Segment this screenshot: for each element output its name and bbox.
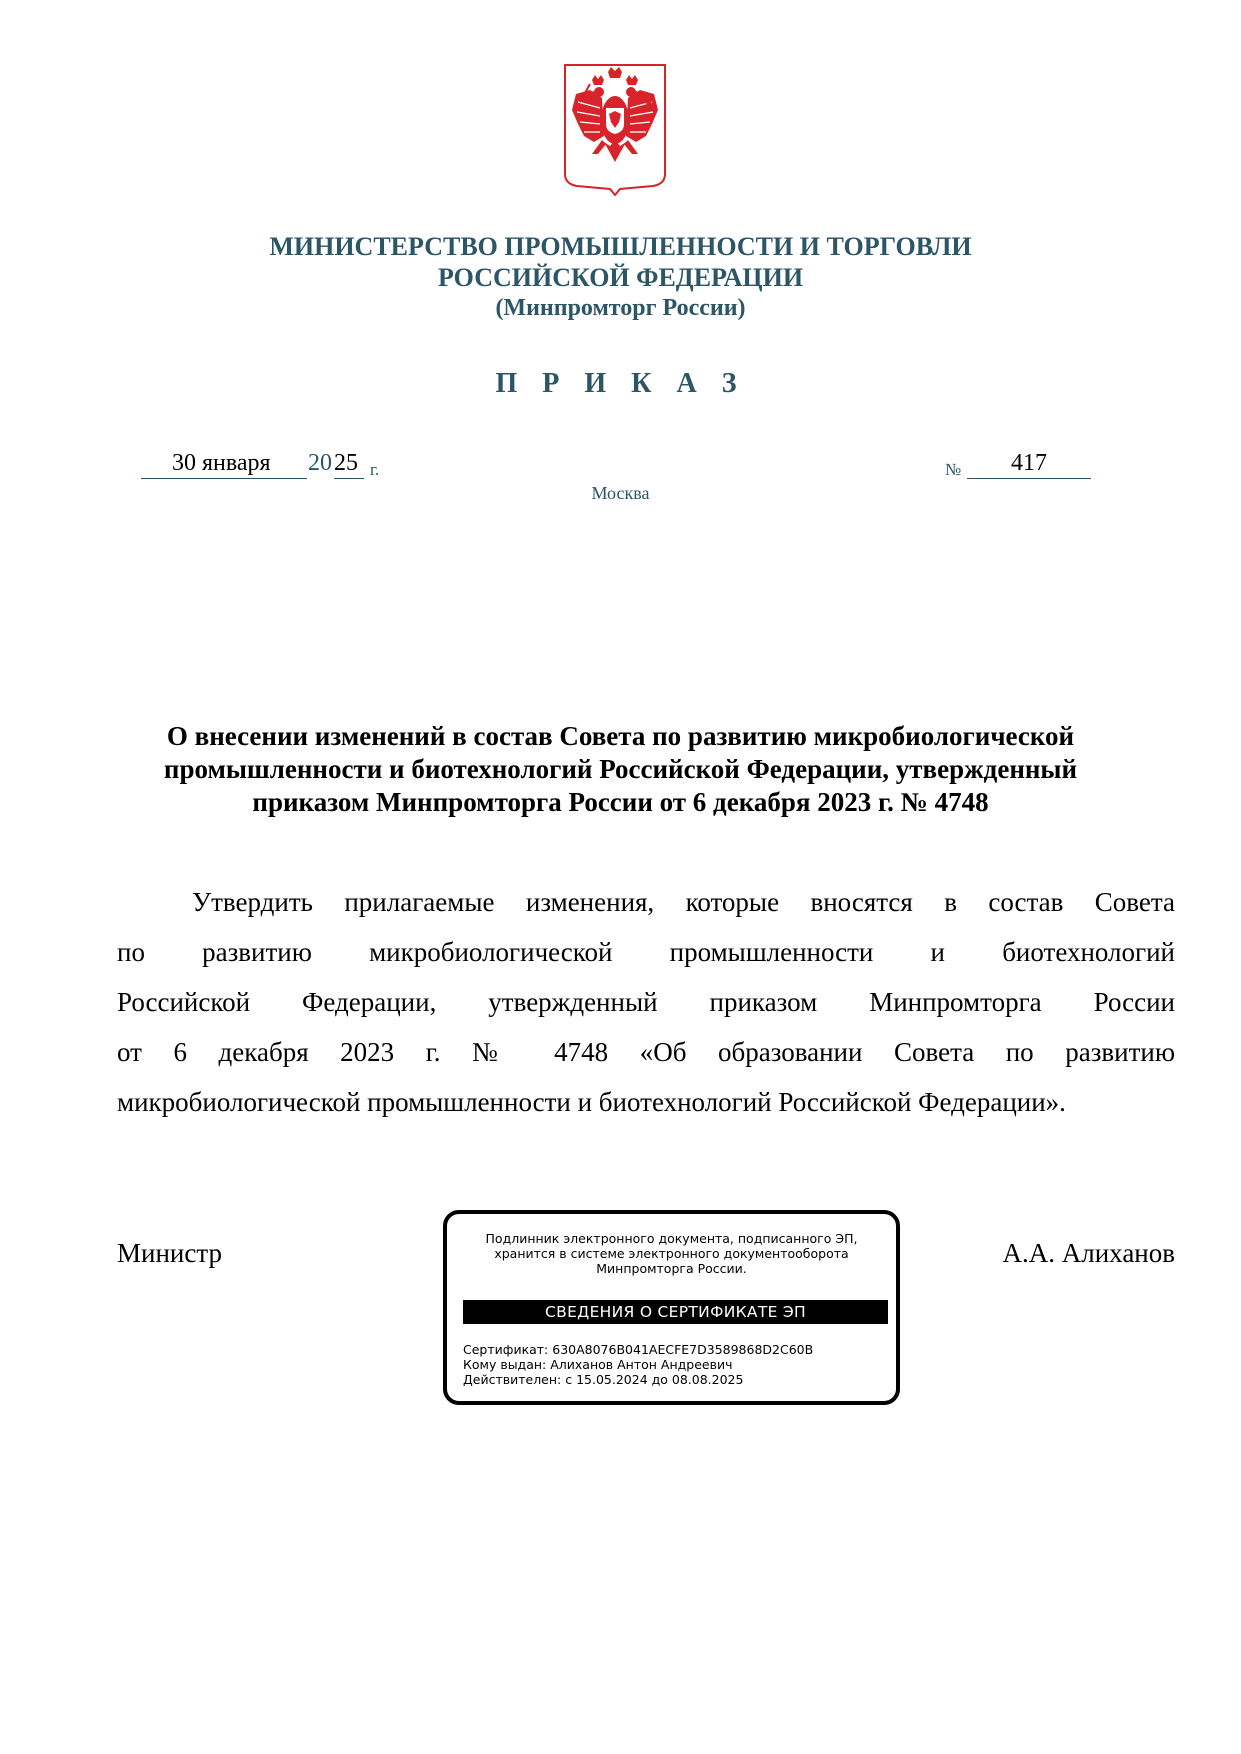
ministry-short-name: (Минпромторг России) (495, 295, 746, 321)
certificate-validity: Действителен: с 15.05.2024 до 08.08.2025 (463, 1372, 744, 1387)
document-type-title: П Р И К А З (495, 368, 746, 399)
stamp-note (447, 1231, 896, 1276)
year-prefix: 20 (308, 450, 332, 476)
year-suffix: 25 (334, 450, 364, 479)
stamp-note-line: Подлинник электронного документа, подписанного ЭП, (485, 1231, 858, 1246)
electronic-signature-stamp (443, 1210, 900, 1405)
ministry-name-line1: МИНИСТЕРСТВО ПРОМЫШЛЕННОСТИ И ТОРГОВЛИ (269, 232, 972, 261)
body-text-line: микробиологической промышленности и биотехнологий Российской Федерации». (117, 1087, 1066, 1117)
order-title-line: О внесении изменений в состав Совета по развитию микробиологической (166, 721, 1075, 751)
stamp-header: СВЕДЕНИЯ О СЕРТИФИКАТЕ ЭП (463, 1300, 888, 1324)
stamp-note-line: Минпромторга России. (596, 1261, 747, 1276)
order-title-line: приказом Минпромторга России от 6 декабря 2023 г. № 4748 (252, 787, 989, 817)
body-text-line: по развитию микробиологической промышленности и биотехнологий (117, 937, 1175, 967)
number-sign: № (945, 460, 962, 479)
order-date: 30 января (172, 450, 271, 476)
coat-of-arms-icon (562, 62, 668, 196)
ministry-name-line2: РОССИЙСКОЙ ФЕДЕРАЦИИ (437, 263, 804, 292)
certificate-id: Сертификат: 630A8076B041AECFE7D3589868D2C60B (463, 1342, 814, 1357)
order-title (0, 720, 1241, 819)
certificate-info (463, 1342, 813, 1387)
city: Москва (591, 483, 650, 503)
body-text-line: от 6 декабря 2023 г. № 4748 «Об образовании Совета по развитию (117, 1037, 1175, 1067)
order-number: 417 (1011, 450, 1047, 476)
signer-name: А.А. Алиханов (1002, 1238, 1175, 1268)
certificate-owner: Кому выдан: Алиханов Антон Андреевич (463, 1357, 733, 1372)
signer-position: Министр (117, 1238, 222, 1268)
body-text-line: Утвердить прилагаемые изменения, которые вносятся в состав Совета (192, 887, 1175, 917)
year-unit: г. (370, 460, 380, 479)
stamp-note-line: хранится в системе электронного документооборота (494, 1246, 849, 1261)
body-text-line: Российской Федерации, утвержденный приказом Минпромторга России (117, 987, 1175, 1017)
order-title-line: промышленности и биотехнологий Российской Федерации, утвержденный (163, 754, 1078, 784)
